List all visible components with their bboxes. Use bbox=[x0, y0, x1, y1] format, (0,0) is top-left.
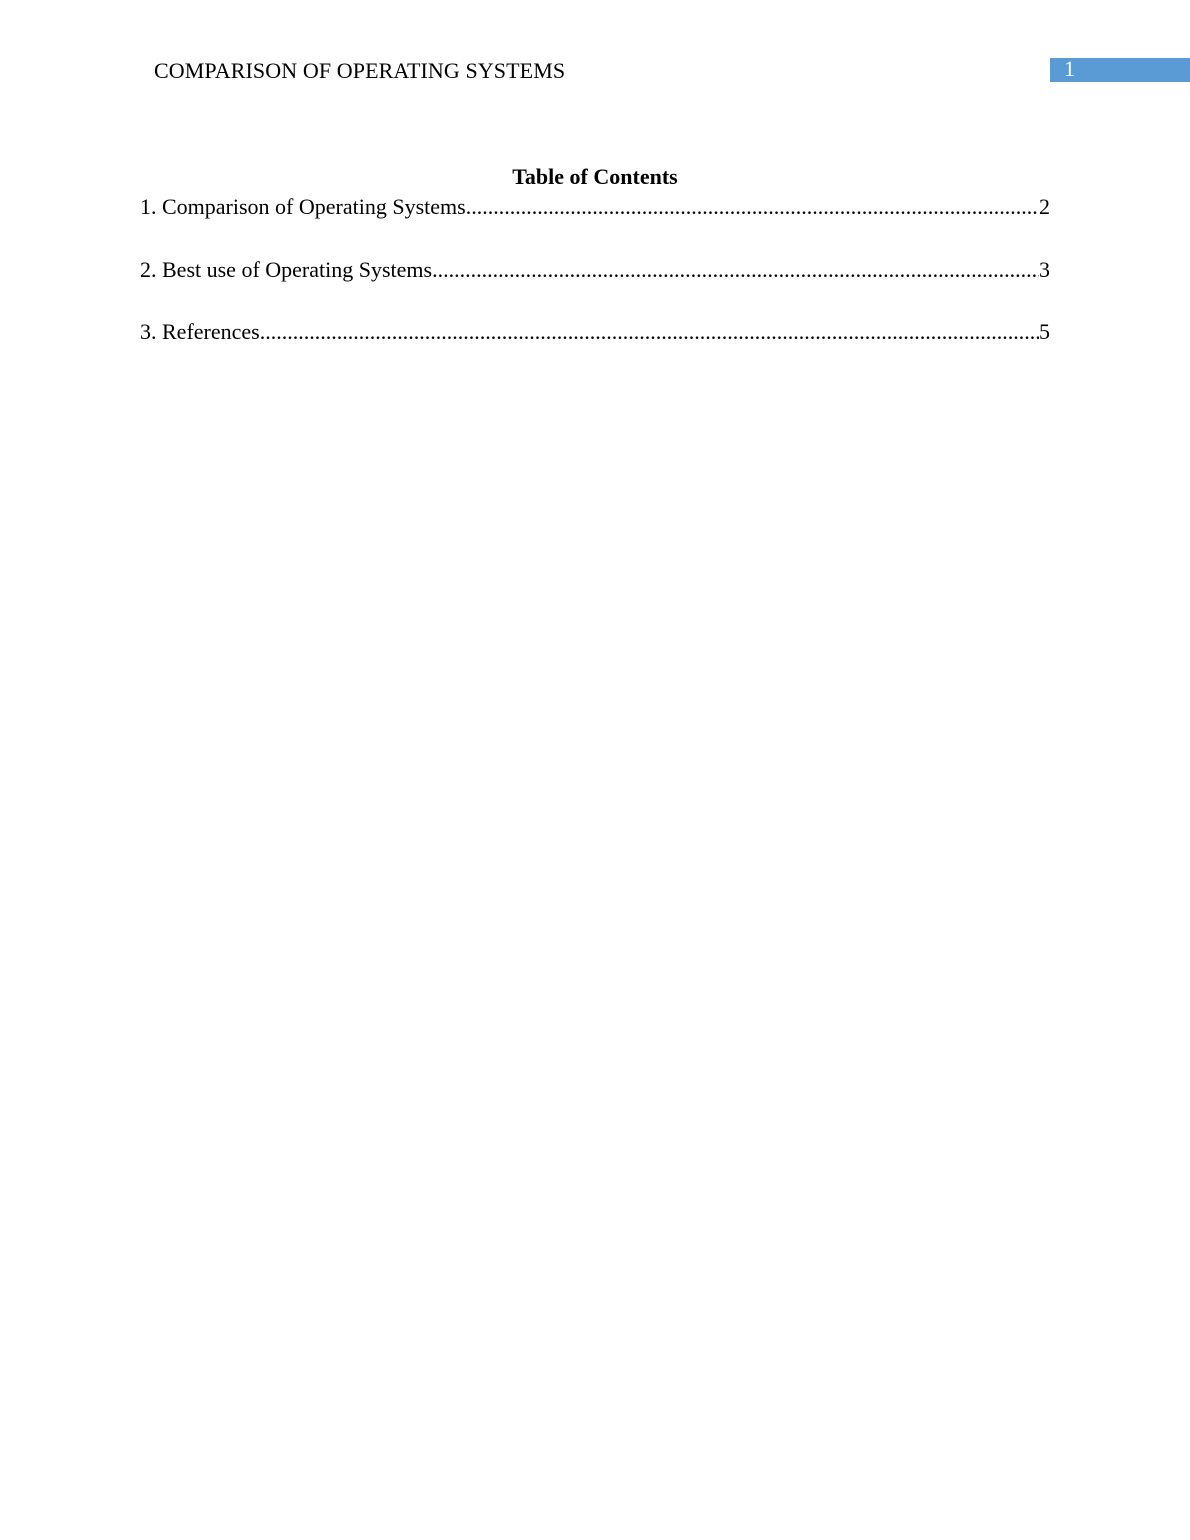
toc-entry-label: 1. Comparison of Operating Systems bbox=[140, 194, 466, 219]
toc-entry-page: 2 bbox=[1039, 194, 1050, 219]
page-number: 1 bbox=[1064, 56, 1075, 81]
toc-dot-leader bbox=[466, 193, 1039, 221]
toc-entry-page: 5 bbox=[1039, 319, 1050, 344]
toc-entry-references[interactable] bbox=[140, 318, 1050, 346]
toc-entry-page: 3 bbox=[1039, 256, 1050, 282]
toc-dot-leader bbox=[260, 318, 1039, 346]
toc-list bbox=[140, 193, 1050, 381]
page-number-badge bbox=[1050, 58, 1190, 82]
toc-entry-label: 3. References bbox=[140, 319, 260, 344]
running-header-title: COMPARISON OF OPERATING SYSTEMS bbox=[154, 58, 566, 83]
toc-entry-best-use[interactable] bbox=[140, 256, 1050, 284]
toc-heading: Table of Contents bbox=[512, 164, 678, 189]
toc-entry-comparison[interactable] bbox=[140, 193, 1050, 221]
toc-dot-leader bbox=[432, 256, 1039, 284]
toc-entry-label: 2. Best use of Operating Systems bbox=[140, 256, 433, 282]
